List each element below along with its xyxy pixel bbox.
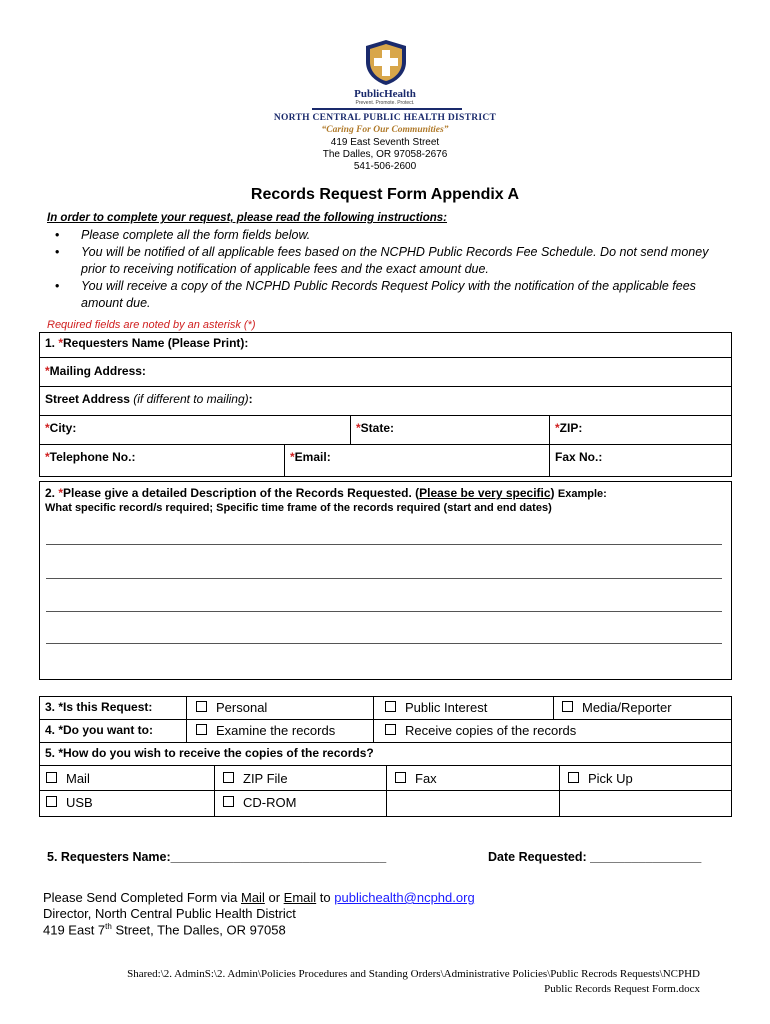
- description-label: 2. *Please give a detailed Description of the Records Requested. (Please be very specific) Example:: [45, 486, 607, 500]
- street-line: 419 East 7th Street, The Dalles, OR 97058: [43, 922, 286, 938]
- instruction-item: • Please complete all the form fields below.: [55, 228, 311, 242]
- mail-link-text: Mail: [241, 890, 265, 905]
- description-line[interactable]: [46, 610, 722, 612]
- instruction-item: • You will be notified of all applicable fees based on the NCPHD Public Records Fee Schedule. Do not send money prior to receiving notification of applicable fees and the exact amount due.: [55, 245, 709, 276]
- option-zip-file[interactable]: ZIP File: [223, 771, 288, 786]
- checkbox-icon[interactable]: [562, 701, 573, 712]
- checkbox-icon[interactable]: [385, 701, 396, 712]
- page-title: Records Request Form Appendix A: [250, 186, 520, 203]
- option-examine[interactable]: Examine the records: [196, 723, 335, 738]
- request-options-table: [39, 696, 732, 817]
- state-field[interactable]: *State:: [356, 421, 395, 435]
- required-note: Required fields are noted by an asterisk (*): [47, 319, 256, 331]
- description-subtext: What specific record/s required; Specific time frame of the records required (start and end dates): [45, 502, 552, 514]
- option-mail[interactable]: Mail: [46, 771, 90, 786]
- city-field[interactable]: *City:: [45, 421, 77, 435]
- instructions-list: [47, 227, 727, 312]
- brand-name: PublicHealth: [354, 88, 416, 100]
- document-path-footer: Shared:\2. AdminS:\2. Admin\Policies Procedures and Standing Orders\Administrative Policies\Public Recrods Requests\NCPHD Public Records Request Form.docx: [127, 968, 700, 995]
- action-label: 4. *Do you want to:: [45, 723, 153, 737]
- date-requested-field[interactable]: Date Requested: ________________: [488, 850, 702, 864]
- org-name: NORTH CENTRAL PUBLIC HEALTH DISTRICT: [273, 113, 497, 123]
- request-type-label: 3. *Is this Request:: [45, 700, 153, 714]
- checkbox-icon[interactable]: [223, 796, 234, 807]
- phone-number: 541-506-2600: [353, 161, 417, 172]
- option-pick-up[interactable]: Pick Up: [568, 771, 633, 786]
- street-address-field[interactable]: Street Address (if different to mailing):: [45, 392, 253, 406]
- zip-field[interactable]: *ZIP:: [555, 421, 583, 435]
- records-description-box[interactable]: [39, 481, 732, 680]
- address-line-1: 419 East Seventh Street: [330, 137, 440, 148]
- brand-tagline: Prevent. Promote. Protect.: [355, 100, 415, 106]
- option-fax[interactable]: Fax: [395, 771, 437, 786]
- option-usb[interactable]: USB: [46, 795, 93, 810]
- fax-field[interactable]: Fax No.:: [555, 450, 603, 464]
- email-link-text: Email: [283, 890, 317, 905]
- instructions-intro: In order to complete your request, please read the following instructions:: [47, 212, 448, 224]
- checkbox-icon[interactable]: [223, 772, 234, 783]
- telephone-field[interactable]: *Telephone No.:: [45, 450, 136, 464]
- address-line-2: The Dalles, OR 97058-2676: [322, 149, 448, 160]
- checkbox-icon[interactable]: [46, 772, 57, 783]
- checkbox-icon[interactable]: [395, 772, 406, 783]
- org-slogan: “Caring For Our Communities”: [321, 125, 449, 135]
- checkbox-icon[interactable]: [385, 724, 396, 735]
- contact-info-table: [39, 332, 732, 477]
- instruction-item: • You will receive a copy of the NCPHD Public Records Request Policy with the notification of the applicable fees amount due.: [55, 279, 696, 310]
- email-address-link[interactable]: publichealth@ncphd.org: [334, 890, 475, 905]
- checkbox-icon[interactable]: [568, 772, 579, 783]
- description-line[interactable]: [46, 642, 722, 644]
- requester-name-signature[interactable]: 5. Requesters Name:_______________________________: [47, 850, 387, 864]
- mailing-address-field[interactable]: *Mailing Address:: [45, 364, 146, 378]
- description-line[interactable]: [46, 543, 722, 545]
- checkbox-icon[interactable]: [46, 796, 57, 807]
- checkbox-icon[interactable]: [196, 701, 207, 712]
- option-personal[interactable]: Personal: [196, 700, 267, 715]
- checkbox-icon[interactable]: [196, 724, 207, 735]
- option-media-reporter[interactable]: Media/Reporter: [562, 700, 672, 715]
- description-line[interactable]: [46, 577, 722, 579]
- delivery-label: 5. *How do you wish to receive the copies of the records?: [45, 746, 374, 760]
- public-health-logo: [360, 38, 412, 86]
- option-cd-rom[interactable]: CD-ROM: [223, 795, 296, 810]
- email-field[interactable]: *Email:: [290, 450, 331, 464]
- option-receive-copies[interactable]: Receive copies of the records: [385, 723, 576, 738]
- requester-name-field[interactable]: 1. *Requesters Name (Please Print):: [45, 336, 249, 350]
- option-public-interest[interactable]: Public Interest: [385, 700, 487, 715]
- director-line: Director, North Central Public Health District: [43, 906, 296, 921]
- header-rule: [312, 108, 462, 110]
- send-instructions: Please Send Completed Form via Mail or Email to publichealth@ncphd.org: [43, 890, 475, 905]
